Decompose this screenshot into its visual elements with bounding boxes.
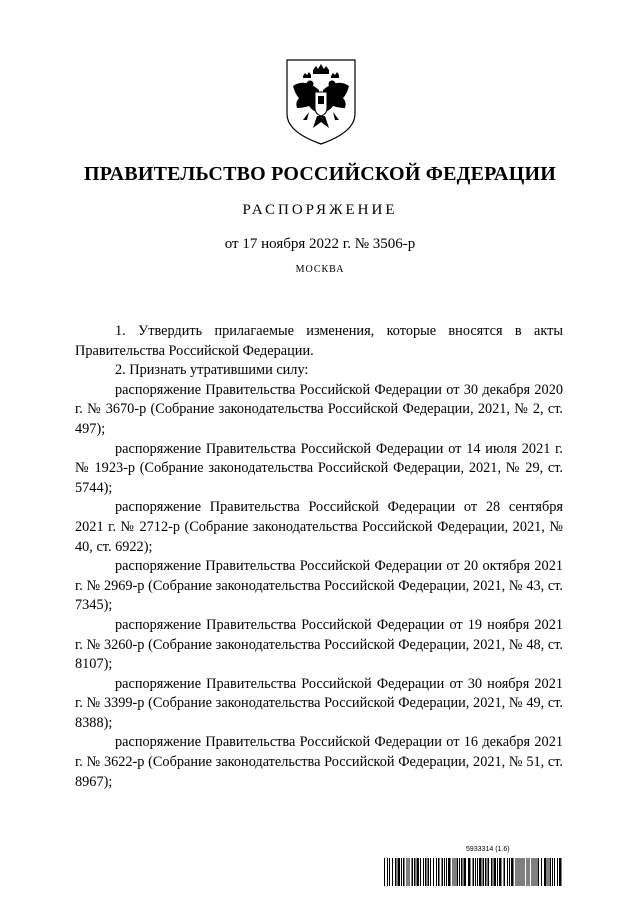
- reference-item: распоряжение Правительства Российской Федерации от 30 ноября 2021 г. № 3399-р (Собрание законодательства Российской Федерации, 2021, № 49, ст. 8388);: [75, 675, 563, 731]
- reference-item: распоряжение Правительства Российской Федерации от 30 декабря 2020 г. № 3670-р (Собрание законодательства Российской Федерации, 2021, № 2, ст. 497);: [75, 381, 563, 437]
- barcode-icon: [384, 858, 562, 886]
- city-name: МОСКВА: [295, 264, 345, 275]
- item-2: 2. Признать утратившими силу:: [115, 362, 309, 379]
- barcode-block: [384, 848, 562, 888]
- document-body: [75, 322, 563, 792]
- reference-item: распоряжение Правительства Российской Федерации от 16 декабря 2021 г. № 3622-р (Собрание законодательства Российской Федерации, 2021, № 51, ст. 8967);: [75, 734, 563, 790]
- coat-of-arms-icon: [283, 56, 359, 146]
- document-date-number: от 17 ноября 2022 г. № 3506-р: [224, 236, 416, 252]
- barcode-number: 5933314 (1.6): [466, 846, 510, 853]
- reference-item: распоряжение Правительства Российской Федерации от 14 июля 2021 г. № 1923-р (Собрание законодательства Российской Федерации, 2021, № 29, ст. 5744);: [75, 440, 563, 496]
- item-1: 1. Утвердить прилагаемые изменения, которые вносятся в акты Правительства Российской Федерации.: [75, 323, 563, 359]
- reference-item: распоряжение Правительства Российской Федерации от 20 октября 2021 г. № 2969-р (Собрание законодательства Российской Федерации, 2021, № 43, ст. 7345);: [75, 558, 563, 614]
- government-title: ПРАВИТЕЛЬСТВО РОССИЙСКОЙ ФЕДЕРАЦИИ: [84, 163, 556, 185]
- reference-item: распоряжение Правительства Российской Федерации от 28 сентября 2021 г. № 2712-р (Собрание законодательства Российской Федерации, 2021, № 40, ст. 6922);: [75, 499, 563, 555]
- reference-item: распоряжение Правительства Российской Федерации от 19 ноября 2021 г. № 3260-р (Собрание законодательства Российской Федерации, 2021, № 48, ст. 8107);: [75, 616, 563, 673]
- document-type: РАСПОРЯЖЕНИЕ: [242, 202, 398, 218]
